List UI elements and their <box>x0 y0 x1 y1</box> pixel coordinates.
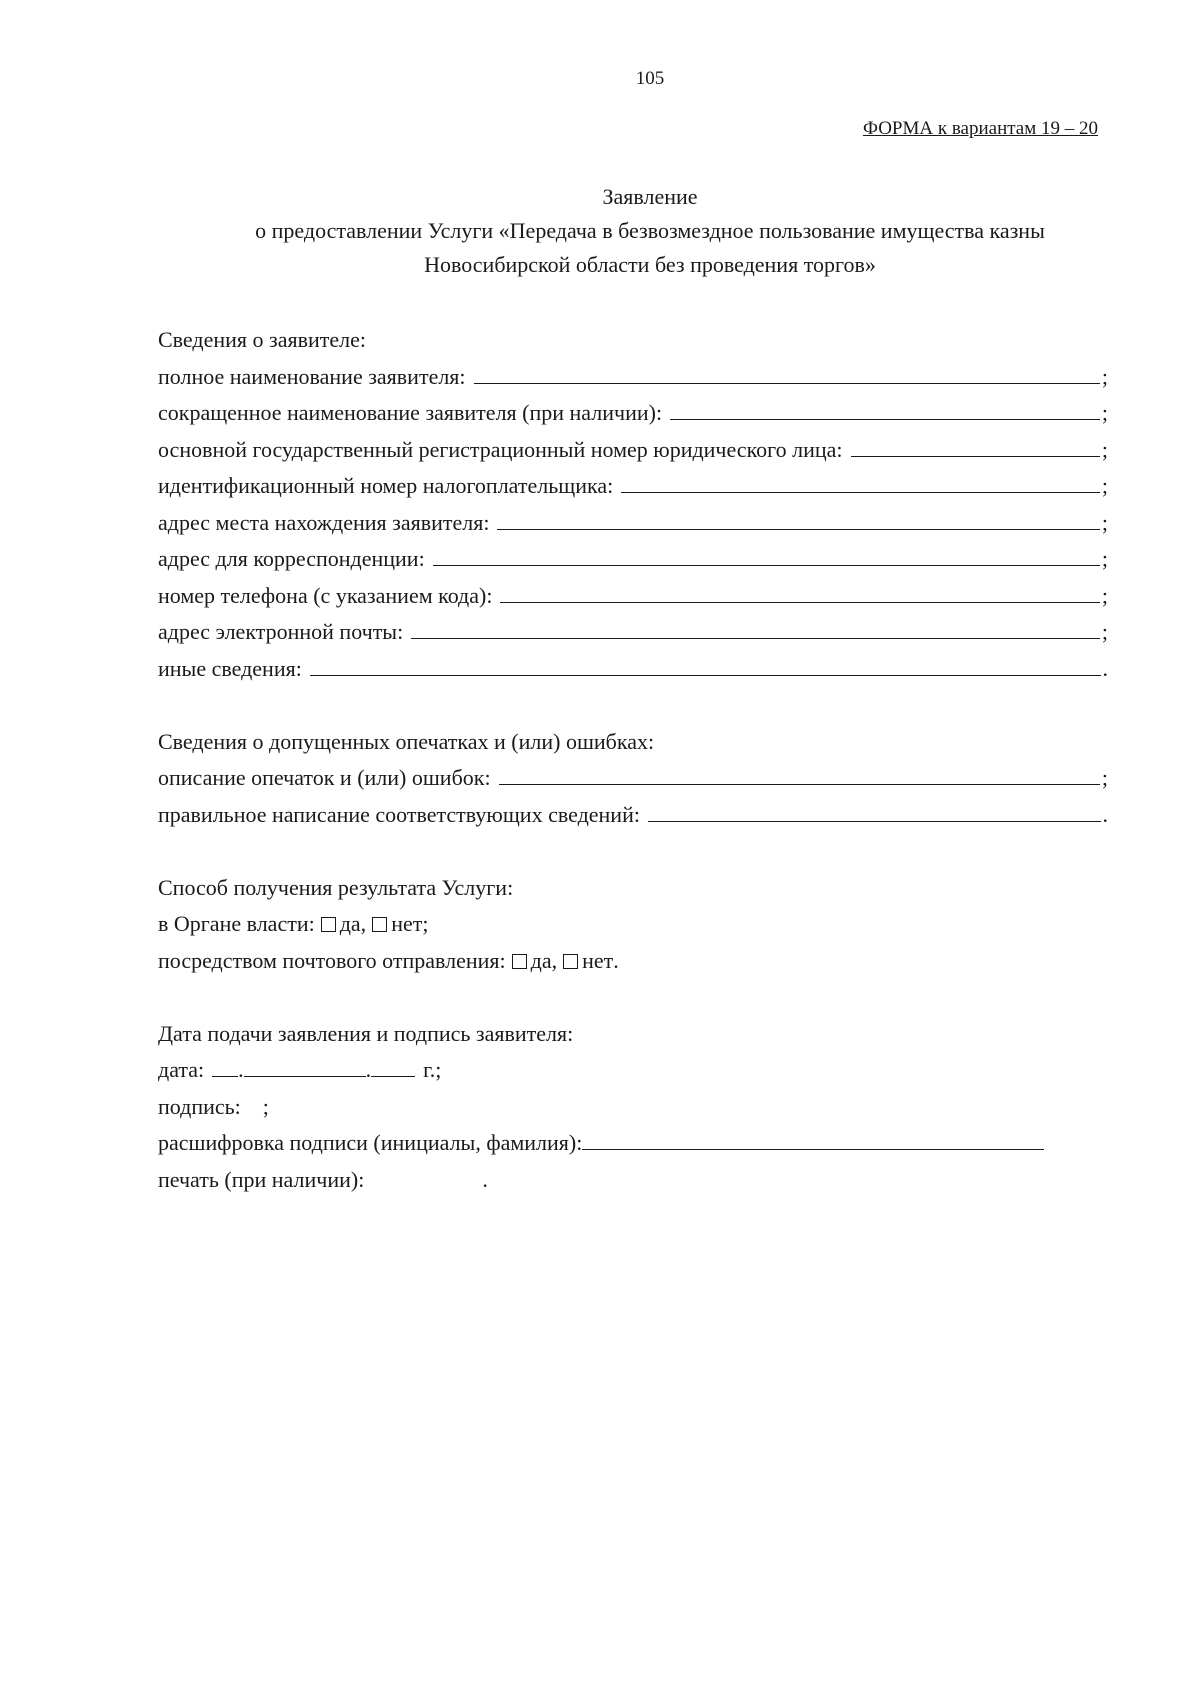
location-address-blank[interactable] <box>497 507 1099 530</box>
decode-line: расшифровка подписи (инициалы, фамилия): <box>158 1125 1108 1162</box>
ogrn-blank[interactable] <box>851 434 1100 457</box>
other-info-blank[interactable] <box>310 653 1101 676</box>
document-title <box>0 180 1200 282</box>
post-no-checkbox[interactable] <box>563 954 578 969</box>
field-ogrn: основной государственный регистрационный номер юридического лица: ; <box>158 432 1108 469</box>
inn-blank[interactable] <box>621 470 1100 493</box>
field-errors-description: описание опечаток и (или) ошибок: ; <box>158 760 1108 797</box>
method-authority: в Органе власти: да, нет ; <box>158 911 429 936</box>
full-name-blank[interactable] <box>474 361 1100 384</box>
applicant-heading: Сведения о заявителе: <box>158 327 367 352</box>
decode-blank[interactable] <box>582 1127 1044 1150</box>
method-post: посредством почтового отправления: да, нет . <box>158 947 619 973</box>
field-phone: номер телефона (с указанием кода): ; <box>158 578 1108 615</box>
title-line-3: Новосибирской области без проведения торгов» <box>424 252 876 277</box>
date-month-blank[interactable] <box>244 1054 366 1077</box>
page-number: 105 <box>635 68 665 89</box>
errors-heading: Сведения о допущенных опечатках и (или) ошибках: <box>158 728 655 754</box>
field-other-info: иные сведения: . <box>158 651 1108 688</box>
field-inn: идентификационный номер налогоплательщика: ; <box>158 468 1108 505</box>
correct-spelling-blank[interactable] <box>648 799 1101 822</box>
form-body <box>158 322 1108 1198</box>
authority-yes-checkbox[interactable] <box>321 917 336 932</box>
signature-heading: Дата подачи заявления и подпись заявителя: <box>158 1020 574 1046</box>
date-year-blank[interactable] <box>371 1054 415 1077</box>
title-line-2: о предоставлении Услуги «Передача в безвозмездное пользование имущества казны <box>255 218 1045 243</box>
field-email: адрес электронной почты: ; <box>158 614 1108 651</box>
short-name-blank[interactable] <box>670 397 1100 420</box>
phone-blank[interactable] <box>500 580 1099 603</box>
sign-line: подпись: ; <box>158 1093 269 1119</box>
form-reference: ФОРМА к вариантам 19 – 20 <box>862 118 1098 139</box>
title-line-1: Заявление <box>602 184 698 209</box>
field-correct-spelling: правильное написание соответствующих сведений: . <box>158 797 1108 834</box>
date-line: дата: . . г.; <box>158 1052 1108 1089</box>
field-short-name: сокращенное наименование заявителя (при наличии): ; <box>158 395 1108 432</box>
field-mail-address: адрес для корреспонденции: ; <box>158 541 1108 578</box>
field-full-name: полное наименование заявителя: ; <box>158 359 1108 396</box>
post-yes-checkbox[interactable] <box>512 954 527 969</box>
date-day-blank[interactable] <box>212 1054 238 1077</box>
email-blank[interactable] <box>411 616 1100 639</box>
field-location-address: адрес места нахождения заявителя: ; <box>158 505 1108 542</box>
method-heading: Способ получения результата Услуги: <box>158 874 514 900</box>
seal-line: печать (при наличии): . <box>158 1166 488 1192</box>
errors-description-blank[interactable] <box>499 762 1100 785</box>
authority-no-checkbox[interactable] <box>372 917 387 932</box>
mail-address-blank[interactable] <box>433 543 1100 566</box>
